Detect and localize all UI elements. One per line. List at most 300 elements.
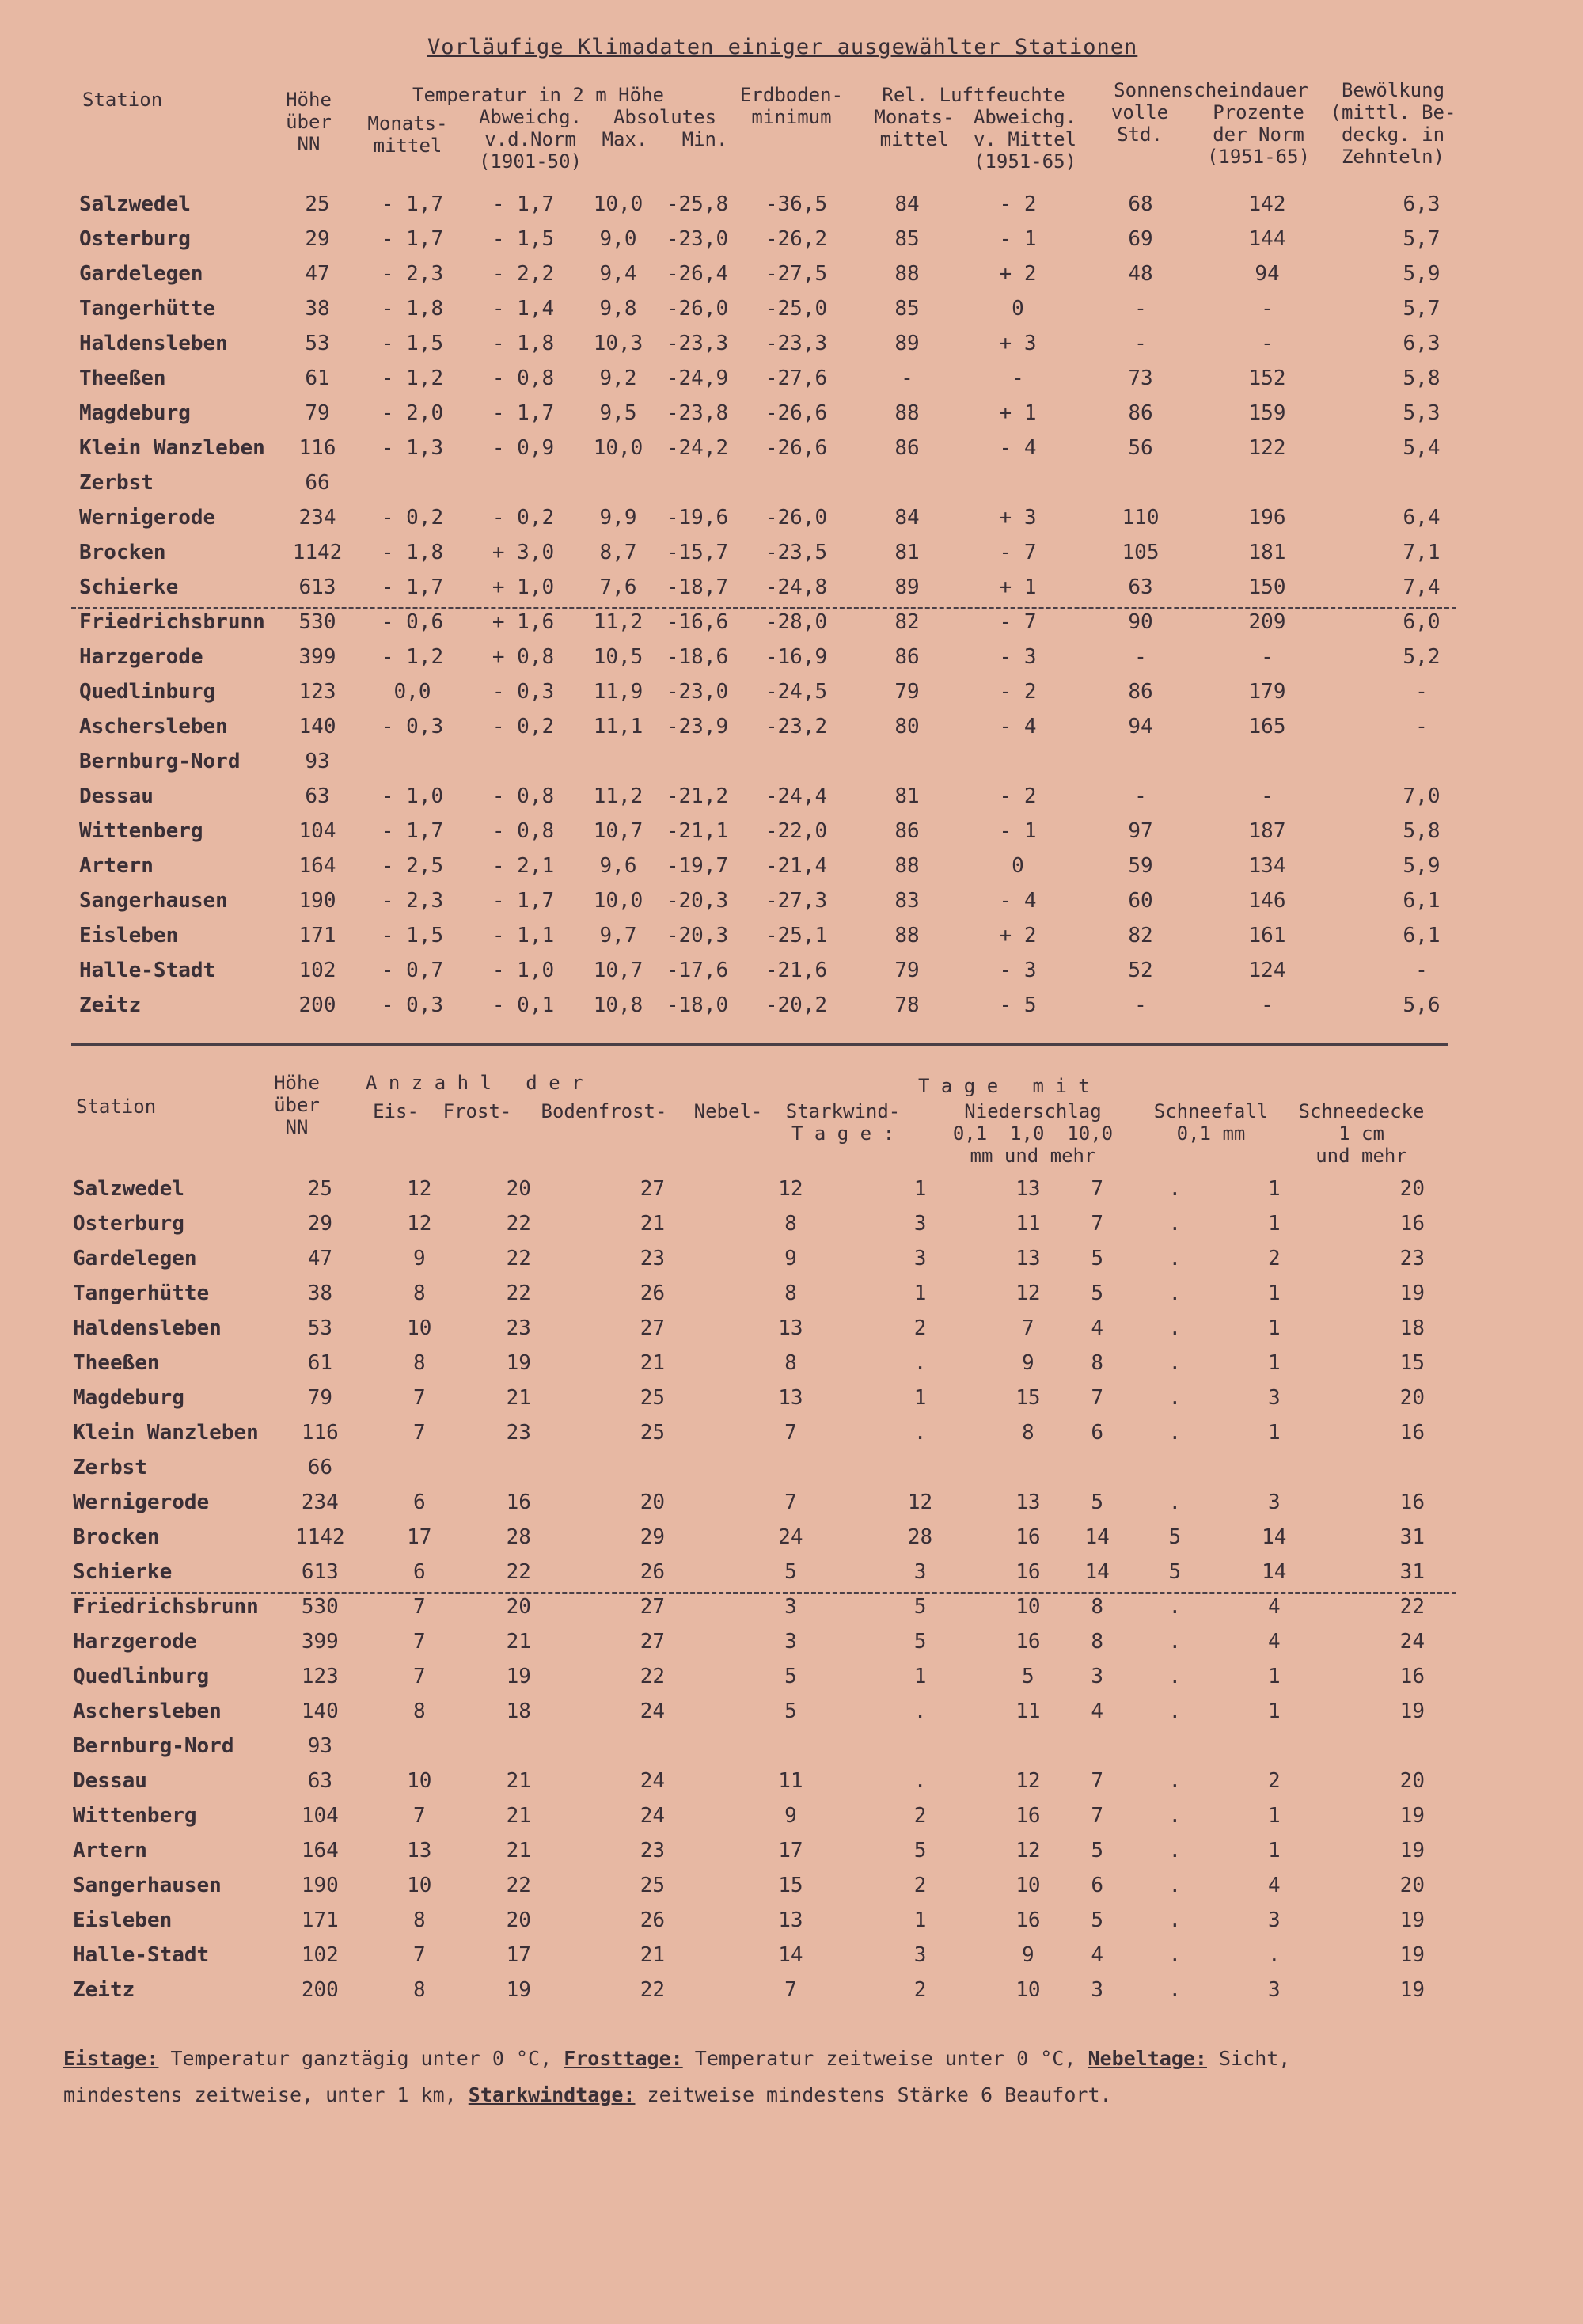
t1-value-cell: - 0,3	[381, 715, 444, 739]
t2-station-cell: Eisleben	[73, 1908, 173, 1932]
t1-value-cell: - 4	[999, 715, 1037, 739]
t2-value-cell	[1218, 1450, 1331, 1485]
t2-station-cell: Friedrichsbrunn	[73, 1595, 259, 1619]
t2-row	[70, 1311, 1494, 1346]
t2-value-cell: 3	[784, 1595, 797, 1619]
t2-value-cell: 18	[1399, 1316, 1425, 1340]
t2-value-cell: 20	[1399, 1386, 1425, 1410]
t2-row	[70, 1171, 1494, 1206]
t1-value-cell: 9,2	[599, 366, 637, 390]
t1-value-cell: - 1,7	[381, 192, 444, 216]
t1-value-cell: -	[1415, 680, 1428, 704]
t1-value-cell: + 1	[999, 401, 1037, 425]
t2-header-anzahl: A n z a h l d e r	[366, 1072, 583, 1094]
t2-value-cell: 7	[412, 1421, 426, 1445]
t2-value-cell: 28	[506, 1525, 531, 1549]
t1-value-cell: + 3	[999, 506, 1037, 530]
t2-value-cell: 29	[307, 1212, 333, 1236]
t2-value-cell: 9	[412, 1247, 426, 1270]
t1-value-cell: -24,4	[765, 784, 828, 808]
t1-value-cell: 7,4	[1403, 575, 1441, 599]
t2-value-cell: .	[1267, 1943, 1281, 1967]
t2-value-cell: 21	[506, 1839, 531, 1863]
t1-value-cell: 105	[1122, 541, 1160, 564]
t1-value-cell: -	[1261, 645, 1274, 669]
t1-value-cell: - 1,8	[492, 332, 555, 355]
t1-station-cell: Dessau	[79, 784, 154, 808]
t1-value-cell: 5,9	[1403, 854, 1441, 878]
t2-value-cell: 21	[506, 1386, 531, 1410]
t2-header-niederschlag: Niederschlag 0,1 1,0 10,0 mm und mehr	[952, 1100, 1114, 1167]
t1-station-cell: Harzgerode	[79, 645, 203, 669]
t2-value-cell: 12	[1015, 1839, 1041, 1863]
t2-value-cell: 17	[407, 1525, 432, 1549]
t2-value-cell: .	[1168, 1874, 1182, 1897]
t2-value-cell: 23	[1399, 1247, 1425, 1270]
t1-station-cell: Halle-Stadt	[79, 959, 216, 982]
t2-value-cell: .	[913, 1351, 927, 1375]
t1-value-cell: -28,0	[765, 610, 828, 634]
t1-value-cell: 5,9	[1403, 262, 1441, 286]
t2-value-cell: 16	[1399, 1421, 1425, 1445]
t2-value-cell: 1	[1267, 1177, 1281, 1201]
t2-value-cell: 26	[640, 1560, 665, 1584]
t1-header-temperatur: Temperatur in 2 m Höhe	[412, 84, 664, 106]
t2-value-cell: 5	[1091, 1908, 1103, 1932]
t2-value-cell: 7	[1091, 1212, 1103, 1236]
t1-value-cell: -21,4	[765, 854, 828, 878]
t1-value-cell: - 2,5	[381, 854, 444, 878]
footnote-nebeltage-text: Sicht,	[1219, 2047, 1291, 2070]
t1-value-cell: 11,1	[593, 715, 643, 739]
t1-station-cell: Wittenberg	[79, 819, 203, 843]
t2-value-cell: .	[1168, 1351, 1182, 1375]
t2-value-cell: 22	[640, 1978, 665, 2002]
t1-station-cell: Eisleben	[79, 924, 179, 947]
t1-station-cell: Gardelegen	[79, 262, 203, 286]
t2-value-cell: 23	[640, 1247, 665, 1270]
t2-value-cell: 5	[1022, 1665, 1034, 1688]
t1-value-cell: -23,5	[765, 541, 828, 564]
t1-dashed-separator	[71, 607, 1456, 609]
t1-value-cell: 140	[298, 715, 336, 739]
t2-value-cell: 24	[640, 1769, 665, 1793]
t2-value-cell: 8	[412, 1908, 426, 1932]
t1-value-cell: 56	[1128, 436, 1153, 460]
t2-value-cell: 25	[307, 1177, 333, 1201]
t2-value-cell: 7	[1091, 1177, 1103, 1201]
t1-value-cell: 79	[894, 680, 920, 704]
t2-value-cell: 12	[778, 1177, 803, 1201]
t2-value-cell	[1063, 1450, 1132, 1485]
t2-value-cell: 10	[407, 1874, 432, 1897]
t2-value-cell: 10	[1015, 1978, 1041, 2002]
t2-value-cell: 1	[913, 1282, 927, 1305]
t1-value-cell: -19,6	[666, 506, 729, 530]
t1-value-cell: -16,6	[666, 610, 729, 634]
t1-value-cell: + 1,6	[492, 610, 555, 634]
t2-value-cell: 140	[301, 1699, 339, 1723]
t1-header-bewoelkung: Bewölkung (mittl. Be- deckg. in Zehnteln)	[1330, 79, 1456, 168]
t2-row	[70, 1694, 1494, 1729]
t1-value-cell	[741, 465, 852, 500]
t1-value-cell: 5,6	[1403, 993, 1441, 1017]
t2-value-cell: .	[1168, 1386, 1182, 1410]
t1-value-cell: 78	[894, 993, 920, 1017]
t1-station-cell: Quedlinburg	[79, 680, 216, 704]
t2-value-cell: 20	[1399, 1177, 1425, 1201]
t2-station-cell: Magdeburg	[73, 1386, 184, 1410]
t2-station-cell: Zerbst	[73, 1456, 147, 1479]
t1-value-cell: + 2	[999, 924, 1037, 947]
t2-value-cell: 7	[784, 1421, 797, 1445]
t2-value-cell: 16	[1399, 1665, 1425, 1688]
t1-value-cell: -27,6	[765, 366, 828, 390]
t2-value-cell: .	[913, 1421, 927, 1445]
t2-value-cell: 8	[412, 1282, 426, 1305]
t2-value-cell: 21	[640, 1351, 665, 1375]
t1-value-cell: -20,2	[765, 993, 828, 1017]
t2-value-cell: 19	[1399, 1699, 1425, 1723]
t2-value-cell: 14	[1262, 1525, 1287, 1549]
t2-station-cell: Halle-Stadt	[73, 1943, 210, 1967]
t2-value-cell: 171	[301, 1908, 339, 1932]
t1-value-cell: -20,3	[666, 889, 729, 913]
t2-row	[70, 1520, 1494, 1555]
t2-value-cell: 12	[1015, 1769, 1041, 1793]
t1-value-cell: 6,1	[1403, 924, 1441, 947]
t1-value-cell: 83	[894, 889, 920, 913]
t1-value-cell: -	[1415, 715, 1428, 739]
t1-value-cell: -25,8	[666, 192, 729, 216]
t2-value-cell: 3	[913, 1212, 927, 1236]
t1-value-cell: 9,4	[599, 262, 637, 286]
t2-value-cell: 23	[506, 1316, 531, 1340]
t1-value-cell: - 0,3	[492, 680, 555, 704]
t1-value-cell: - 0,8	[492, 784, 555, 808]
t2-value-cell	[571, 1450, 735, 1485]
t2-value-cell: 1	[1267, 1665, 1281, 1688]
t1-value-cell: -	[1261, 993, 1274, 1017]
climate-table-1	[76, 187, 1517, 1023]
t2-station-cell: Artern	[73, 1839, 147, 1863]
t2-value-cell: .	[1168, 1630, 1182, 1654]
t2-value-cell: 21	[640, 1212, 665, 1236]
t2-value-cell: 10	[1015, 1595, 1041, 1619]
t2-value-cell: 24	[640, 1804, 665, 1828]
t1-value-cell: -15,7	[666, 541, 729, 564]
t2-row	[70, 1973, 1494, 2007]
t1-value-cell: 69	[1128, 227, 1153, 251]
t2-value-cell: 1142	[295, 1525, 345, 1549]
t2-value-cell: .	[1168, 1282, 1182, 1305]
t2-value-cell: .	[1168, 1212, 1182, 1236]
t2-value-cell: 19	[1399, 1804, 1425, 1828]
t2-value-cell: 22	[506, 1874, 531, 1897]
t2-value-cell: 26	[640, 1908, 665, 1932]
t1-value-cell: 89	[894, 575, 920, 599]
t2-value-cell: .	[1168, 1316, 1182, 1340]
t2-value-cell: 7	[1091, 1386, 1103, 1410]
t1-station-cell: Wernigerode	[79, 506, 216, 530]
t2-row	[70, 1206, 1494, 1241]
t1-value-cell: -26,2	[765, 227, 828, 251]
footnote-nebeltage-cont: mindestens zeitweise, unter 1 km,	[63, 2083, 457, 2106]
t1-value-cell: 152	[1248, 366, 1286, 390]
t2-value-cell: .	[1168, 1978, 1182, 2002]
t2-value-cell: 7	[1022, 1316, 1034, 1340]
t1-row	[76, 187, 1517, 222]
t1-value-cell	[1327, 744, 1517, 779]
t1-value-cell: - 7	[999, 541, 1037, 564]
t2-header-hoehe: Höhe über NN	[274, 1072, 320, 1138]
t2-value-cell: .	[1168, 1421, 1182, 1445]
t2-value-cell: 13	[407, 1839, 432, 1863]
t1-header-sonnenschein: Sonnenscheindauer	[1114, 79, 1308, 101]
t1-value-cell: 5,7	[1403, 227, 1441, 251]
t2-value-cell: 1	[1267, 1282, 1281, 1305]
t2-value-cell: 16	[1015, 1525, 1041, 1549]
t2-value-cell	[1132, 1729, 1218, 1764]
t2-value-cell: 11	[778, 1769, 803, 1793]
t2-value-cell: 13	[1015, 1490, 1041, 1514]
t1-value-cell: 82	[894, 610, 920, 634]
t2-value-cell: 4	[1267, 1874, 1281, 1897]
t2-value-cell: 12	[1015, 1282, 1041, 1305]
t2-value-cell: 28	[907, 1525, 933, 1549]
t2-value-cell	[1331, 1729, 1494, 1764]
t1-value-cell: - 0,2	[381, 506, 444, 530]
t2-value-cell: 15	[1015, 1386, 1041, 1410]
t1-value-cell: -	[1012, 366, 1024, 390]
t1-value-cell: -21,1	[666, 819, 729, 843]
t1-value-cell	[583, 744, 654, 779]
t2-value-cell: 3	[1267, 1386, 1281, 1410]
t2-value-cell	[735, 1450, 847, 1485]
t1-value-cell: - 1,4	[492, 297, 555, 321]
t1-value-cell: - 0,7	[381, 959, 444, 982]
t1-value-cell: 86	[1128, 401, 1153, 425]
t1-value-cell: 6,1	[1403, 889, 1441, 913]
t2-value-cell: .	[913, 1769, 927, 1793]
t2-value-cell: 5	[1091, 1282, 1103, 1305]
t2-value-cell: 63	[307, 1769, 333, 1793]
t1-value-cell: 0,0	[393, 680, 431, 704]
t1-value-cell: 209	[1248, 610, 1286, 634]
t1-row	[76, 779, 1517, 814]
t1-value-cell: 124	[1248, 959, 1286, 982]
t1-value-cell: 7,0	[1403, 784, 1441, 808]
t2-value-cell: 1	[1267, 1212, 1281, 1236]
t2-value-cell: 19	[506, 1351, 531, 1375]
t1-value-cell: 86	[1128, 680, 1153, 704]
t1-value-cell: 10,0	[593, 436, 643, 460]
t1-value-cell: - 1,8	[381, 297, 444, 321]
t2-value-cell: 5	[913, 1630, 927, 1654]
t2-value-cell: 1	[1267, 1316, 1281, 1340]
t2-value-cell: 21	[506, 1630, 531, 1654]
t2-value-cell: 8	[412, 1978, 426, 2002]
t2-value-cell: 2	[913, 1874, 927, 1897]
t2-row	[70, 1415, 1494, 1450]
t1-value-cell: -18,7	[666, 575, 729, 599]
t1-value-cell: 88	[894, 854, 920, 878]
t1-value-cell: -	[1261, 297, 1274, 321]
t2-value-cell: 6	[1091, 1874, 1103, 1897]
t1-value-cell: 93	[305, 750, 330, 773]
t2-value-cell	[571, 1729, 735, 1764]
t2-value-cell: 23	[506, 1421, 531, 1445]
t1-station-cell: Schierke	[79, 575, 179, 599]
t1-value-cell: - 0,3	[381, 993, 444, 1017]
t1-value-cell: 11,2	[593, 784, 643, 808]
t2-value-cell: 17	[778, 1839, 803, 1863]
t1-value-cell: - 1,5	[381, 924, 444, 947]
t1-value-cell: -	[1134, 645, 1147, 669]
t2-header-nebel: Nebel-	[693, 1100, 763, 1122]
t2-value-cell: 4	[1091, 1699, 1103, 1723]
t2-value-cell: 2	[913, 1316, 927, 1340]
t1-value-cell: + 2	[999, 262, 1037, 286]
t1-value-cell: -	[1415, 959, 1428, 982]
t1-row	[76, 326, 1517, 361]
t1-value-cell: -	[1134, 784, 1147, 808]
t2-value-cell: 12	[407, 1212, 432, 1236]
t1-value-cell: 79	[894, 959, 920, 982]
t1-value-cell: - 2,3	[381, 889, 444, 913]
t1-value-cell: 29	[305, 227, 330, 251]
t1-value-cell: - 2	[999, 784, 1037, 808]
t2-value-cell: 13	[778, 1316, 803, 1340]
t1-value-cell: -	[1134, 332, 1147, 355]
t1-value-cell: 10,5	[593, 645, 643, 669]
t2-value-cell: .	[1168, 1699, 1182, 1723]
t2-value-cell: 26	[640, 1282, 665, 1305]
t1-value-cell	[654, 465, 741, 500]
t1-value-cell: - 4	[999, 436, 1037, 460]
t1-row	[76, 535, 1517, 570]
t2-value-cell: 27	[640, 1316, 665, 1340]
t2-value-cell: 16	[1015, 1804, 1041, 1828]
t1-value-cell: 89	[894, 332, 920, 355]
t1-value-cell	[464, 744, 583, 779]
t2-station-cell: Osterburg	[73, 1212, 184, 1236]
t1-value-cell: 10,7	[593, 819, 643, 843]
t1-value-cell: -36,5	[765, 192, 828, 216]
t2-value-cell: 16	[1015, 1560, 1041, 1584]
t1-value-cell: -26,6	[765, 436, 828, 460]
t2-value-cell: 9	[1022, 1943, 1034, 1967]
t1-row	[76, 744, 1517, 779]
t2-value-cell: 19	[1399, 1839, 1425, 1863]
t2-value-cell: 3	[1267, 1908, 1281, 1932]
t2-header-eis: Eis-	[373, 1100, 419, 1122]
t2-value-cell: .	[1168, 1943, 1182, 1967]
t1-value-cell: 6,0	[1403, 610, 1441, 634]
t2-station-cell: Dessau	[73, 1769, 147, 1793]
t2-value-cell: 200	[301, 1978, 339, 2002]
t2-value-cell: .	[1168, 1490, 1182, 1514]
t1-row	[76, 640, 1517, 674]
t1-value-cell: - 2	[999, 680, 1037, 704]
t2-value-cell	[847, 1729, 993, 1764]
t2-value-cell: 14	[1262, 1560, 1287, 1584]
t2-value-cell: 234	[301, 1490, 339, 1514]
t2-value-cell: 22	[1399, 1595, 1425, 1619]
t2-value-cell: 8	[1091, 1630, 1103, 1654]
t2-value-cell: 8	[1091, 1595, 1103, 1619]
t2-value-cell: 29	[640, 1525, 665, 1549]
t1-station-cell: Magdeburg	[79, 401, 191, 425]
t1-value-cell: -23,8	[666, 401, 729, 425]
t1-value-cell	[741, 744, 852, 779]
t2-value-cell: 8	[1022, 1421, 1034, 1445]
t2-value-cell: 613	[301, 1560, 339, 1584]
t2-value-cell: 4	[1091, 1943, 1103, 1967]
t2-row	[70, 1276, 1494, 1311]
t1-value-cell: 81	[894, 784, 920, 808]
t1-value-cell: 5,4	[1403, 436, 1441, 460]
t1-row	[76, 709, 1517, 744]
t2-row	[70, 1764, 1494, 1798]
t1-header-lf-abweichung: Abweichg. v. Mittel (1951-65)	[973, 106, 1077, 173]
t2-value-cell: 5	[1168, 1525, 1182, 1549]
t1-row	[76, 361, 1517, 396]
t2-value-cell: 14	[1084, 1560, 1110, 1584]
t1-value-cell: 9,9	[599, 506, 637, 530]
t2-value-cell	[847, 1450, 993, 1485]
t1-value-cell: - 7	[999, 610, 1037, 634]
t1-value-cell: 86	[894, 645, 920, 669]
t1-station-cell: Haldensleben	[79, 332, 228, 355]
t1-row	[76, 291, 1517, 326]
t1-value-cell: - 1,8	[381, 541, 444, 564]
t2-value-cell: 38	[307, 1282, 333, 1305]
t1-value-cell: 9,8	[599, 297, 637, 321]
t2-value-cell: 17	[506, 1943, 531, 1967]
t1-row	[76, 814, 1517, 849]
t1-value-cell: -16,9	[765, 645, 828, 669]
t1-value-cell: 9,5	[599, 401, 637, 425]
t1-value-cell: 5,8	[1403, 819, 1441, 843]
t2-value-cell: 6	[412, 1490, 426, 1514]
t1-value-cell: 66	[305, 471, 330, 495]
t1-value-cell: 110	[1122, 506, 1160, 530]
t2-value-cell: 4	[1267, 1630, 1281, 1654]
t2-value-cell: 399	[301, 1630, 339, 1654]
t1-row	[76, 431, 1517, 465]
t1-station-cell: Osterburg	[79, 227, 191, 251]
t1-value-cell: 10,8	[593, 993, 643, 1017]
t1-value-cell: 60	[1128, 889, 1153, 913]
t2-value-cell: 8	[784, 1351, 797, 1375]
t1-value-cell: 11,2	[593, 610, 643, 634]
t1-row	[76, 953, 1517, 988]
t2-value-cell: 13	[778, 1386, 803, 1410]
t1-value-cell: 81	[894, 541, 920, 564]
t1-station-cell: Friedrichsbrunn	[79, 610, 265, 634]
t1-value-cell: - 0,9	[492, 436, 555, 460]
t1-value-cell: - 1,5	[381, 332, 444, 355]
t1-value-cell: - 1	[999, 819, 1037, 843]
t1-value-cell: - 2,2	[492, 262, 555, 286]
t1-value-cell: 5,7	[1403, 297, 1441, 321]
t2-value-cell: 7	[784, 1490, 797, 1514]
t2-value-cell: 16	[1015, 1908, 1041, 1932]
t2-row	[70, 1380, 1494, 1415]
t1-value-cell: 52	[1128, 959, 1153, 982]
t1-row	[76, 396, 1517, 431]
